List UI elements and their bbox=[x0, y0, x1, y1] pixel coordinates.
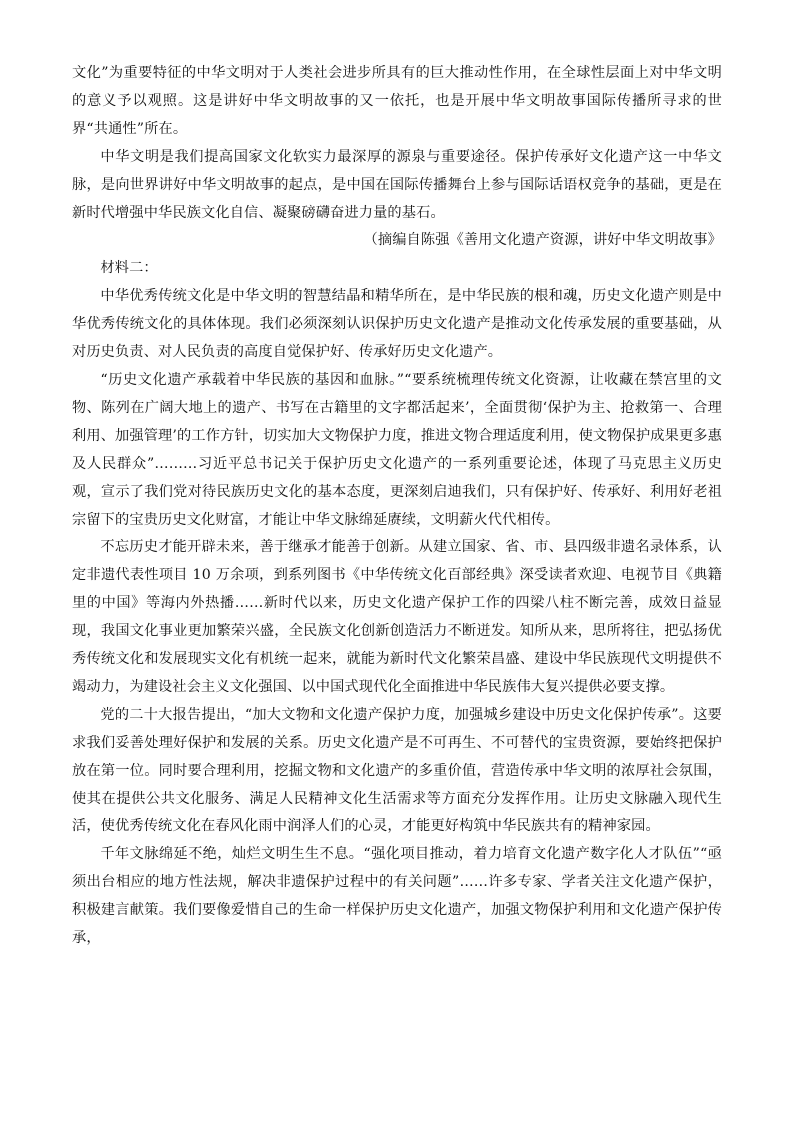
paragraph-traditional-culture: 中华优秀传统文化是中华文明的智慧结晶和精华所在，是中华民族的根和魂，历史文化遗产则是中华优秀传统文化的具体体现。我们必须深刻认识保护历史文化遗产是推动文化传承发展的重要基础，从对历史负责、对人民负责的高度自觉保护好、传承好历史文化遗产。 bbox=[72, 288, 722, 361]
paragraph-millennium-heritage: 千年文脉绵延不绝，灿烂文明生生不息。“强化项目推动，着力培育文化遗产数字化人才队伍”“亟须出台相应的地方性法规，解决非遗保护过程中的有关问题”……许多专家、学者关注文化遗产保护，积极建言献策。我们要像爱惜自己的生命一样保护历史文化遗产，加强文物保护利用和文化遗产保护传承， bbox=[72, 846, 722, 947]
paragraph-party-congress-report: 党的二十大报告提出，“加大文物和文化遗产保护力度，加强城乡建设中历史文化保护传承”。这要求我们妥善处理好保护和发展的关系。历史文化遗产是不可再生、不可替代的宝贵资源，要始终把保护放在第一位。同时要合理利用，挖掘文物和文化遗产的多重价值，营造传承中华文明的浓厚社会氛围，使其在提供公共文化服务、满足人民精神文化生活需求等方面充分发挥作用。让历史文脉融入现代生活，使优秀传统文化在春风化雨中润泽人们的心灵，才能更好构筑中华民族共有的精神家园。 bbox=[72, 706, 722, 835]
source-citation: （摘编自陈强《善用文化遗产资源，讲好中华文明故事》 bbox=[363, 232, 722, 249]
paragraph-continuation: 文化”为重要特征的中华文明对于人类社会进步所具有的巨大推动性作用，在全球性层面上对中华文明的意义予以观照。这是讲好中华文明故事的又一依托，也是开展中华文明故事国际传播所寻求的世界“共通性”所在。 bbox=[72, 65, 722, 137]
paragraph-cultural-heritage-source: 中华文明是我们提高国家文化软实力最深厚的源泉与重要途径。保护传承好文化遗产这一中华文脉，是向世界讲好中华文明故事的起点，是中国在国际传播舞台上参与国际话语权竞争的基础，更是在新时代增强中华民族文化自信、凝聚磅礴奋进力量的基石。 bbox=[72, 148, 722, 221]
paragraph-history-future: 不忘历史才能开辟未来，善于继承才能善于创新。从建立国家、省、市、县四级非遗名录体系，认定非遗代表性项目 10 万余项，到系列图书《中华传统文化百部经典》深受读者欢迎、电视节目《典籍里的中国》等海内外热播……新时代以来，历史文化遗产保护工作的四梁八柱不断完善，成效日益显现，我国文化事业更加繁荣兴盛，全民族文化创新创造活力不断迸发。知所从来，思所将往，把弘扬优秀传统文化和发展现实文化有机统一起来，就能为新时代文化繁荣昌盛、建设中华民族现代文明提供不竭动力，为建设社会主义文化强国、以中国式现代化全面推进中华民族伟大复兴提供必要支撑。 bbox=[72, 539, 722, 695]
section-label-material-two: 材料二： bbox=[100, 260, 158, 277]
paragraph-heritage-quotes: “历史文化遗产承载着中华民族的基因和血脉。”“要系统梳理传统文化资源，让收藏在禁宫里的文物、陈列在广阔大地上的遗产、书写在古籍里的文字都活起来’，全面贯彻‘保护为主、抢救第一、合理利用、加强管理’的工作方针，切实加大文物保护力度，推进文物合理适度利用，使文物保护成果更多惠及人民群众”………习近平总书记关于保护历史文化遗产的一系列重要论述，体现了马克思主义历史观，宣示了我们党对待民族历史文化的基本态度，更深刻启迪我们，只有保护好、传承好、利用好老祖宗留下的宝贵历史文化财富，才能让中华文脉绵延赓续，文明薪火代代相传。 bbox=[72, 371, 722, 528]
